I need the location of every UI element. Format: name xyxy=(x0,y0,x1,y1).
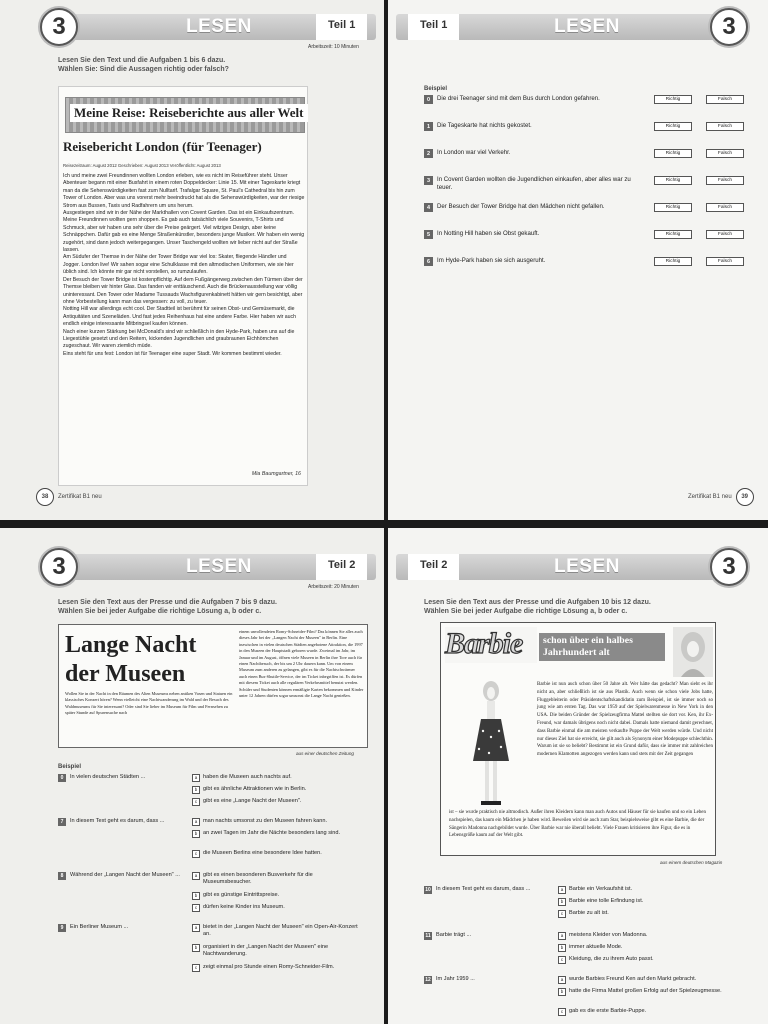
task-text: Die drei Teenager sind mit dem Bus durch London gefahren. xyxy=(437,95,600,102)
option-text: wurde Barbies Freund Ken auf den Markt gebracht. xyxy=(569,976,697,982)
option-letter: c xyxy=(192,904,200,912)
option-letter: c xyxy=(558,910,566,918)
task-row xyxy=(424,230,764,252)
option-letter: c xyxy=(558,956,566,964)
option-b[interactable] xyxy=(192,892,362,899)
option-letter: c xyxy=(558,1008,566,1016)
option-text: man nachts umsonst zu den Museen fahren kann. xyxy=(203,818,328,824)
section-title: LESEN xyxy=(186,556,252,577)
option-text: Kleidung, die zu ihrem Auto passt. xyxy=(569,956,654,962)
teil-label: Teil 2 xyxy=(316,554,367,580)
section-title: LESEN xyxy=(186,16,252,37)
question-number: 8 xyxy=(58,872,66,880)
question-number: 11 xyxy=(425,933,431,939)
page-footer xyxy=(36,488,102,506)
question-block xyxy=(58,818,368,868)
option-text: Barbie eine tolle Erfindung ist. xyxy=(569,898,644,904)
page-number: 38 xyxy=(36,488,54,506)
question-block xyxy=(58,872,368,922)
falsch-box[interactable]: Falsch xyxy=(706,149,744,158)
doll-portrait-image xyxy=(673,627,713,677)
falsch-box[interactable]: Falsch xyxy=(706,230,744,239)
option-c[interactable] xyxy=(192,798,362,805)
question-block xyxy=(424,932,754,972)
option-c[interactable] xyxy=(558,1008,728,1015)
article-headline: Lange Nacht der Museen xyxy=(65,632,197,687)
option-letter: c xyxy=(192,798,200,806)
question-block xyxy=(58,774,368,814)
option-letter: b xyxy=(192,830,200,838)
option-letter: c xyxy=(192,850,200,858)
teil-label: Teil 1 xyxy=(316,14,367,40)
section-band xyxy=(396,554,718,580)
option-b[interactable] xyxy=(192,944,362,959)
article-source: aus einem deutschen Magazin xyxy=(660,860,723,865)
chapter-number: 3 xyxy=(710,8,748,46)
option-a[interactable] xyxy=(558,886,728,893)
instruction-1: Lesen Sie den Text aus der Presse und die Aufgaben 7 bis 9 dazu. xyxy=(58,599,278,606)
option-letter: c xyxy=(192,964,200,972)
richtig-box[interactable]: Richtig xyxy=(654,203,692,212)
task-number: 0 xyxy=(424,95,433,104)
travel-article xyxy=(58,86,308,486)
richtig-box[interactable]: Richtig xyxy=(654,95,692,104)
richtig-box[interactable]: Richtig xyxy=(654,230,692,239)
task-number: 1 xyxy=(424,122,433,131)
barbie-logo: Barbie xyxy=(445,627,537,663)
footer-text: Zertifikat B1 neu xyxy=(58,494,102,500)
option-text: haben die Museen auch nachts auf. xyxy=(203,774,292,780)
question-number: 0 xyxy=(58,774,66,782)
section-title: LESEN xyxy=(554,556,620,577)
article-meta: Reisezeitraum: August 2012 Geschrieben: August 2013 Veröffentlicht: August 2013 xyxy=(63,163,221,168)
task-text: Die Tageskarte hat nichts gekostet. xyxy=(437,122,532,129)
article-body: Ich und meine zwei Freundinnen wollten London erleben, wie es nicht im Reiseführer steht. Unser Abenteuer begann mit einer Busfahrt in einem roten Doppeldecker: Linie 15. Mit einer Tageskarte kriegt man da die Sehenswürdigkeiten fast zum Nulltarif. Trafalgar Square, St. Paul's Cathedral bis hin zum Tower of London. Aber was uns vorerst mehr beeindruckt hat als die Sehenswürdigkeiten, war der riesige Strom aus Bussen, Taxis und Radfahrern um uns herum. Ausgestiegen sind wir in der Nähe der Markthallen von Covent Garden. Das ist ein Einkaufszentrum. Meine Freundinnen wollten gern shoppen. Es gab auch tatsächlich viele Souvenirs, T-Shirts und Schmuck, aber wir haben uns sehr über die Preise geärgert. Viel witziges Design, aber keine Schnäppchen. Dafür gab es eine Menge Straßenkünstler, besonders junge Musiker. Wir haben ein wenig zugehört, sind dann jedoch weitergegangen. Unser Taschengeld wollten wir lieber nicht auf der Straße lassen. Am Südufer der Themse in der Nähe der Tower Bridge war viel los: Skater, fliegende Händler und Jogger. London live! Wir sahen sogar eine Schulklasse mit den altmodischen Uniformen, wie sie hier üblich sind. Ich könnte mir gar nicht vorstellen, so rumzulaufen. Der Besuch der Tower Bridge ist kostenpflichtig. Auf dem Fußgängerweg zwischen den Türmen über der Themse bleiben wir hinter Glas. Das fanden wir enttäuschend. Auch die Brückenausstellung war völlig uninteressant. Den Tower oder Madame Tussauds Wachsfigurenkabinett hätten wir gern besichtigt, aber ohne Vorbestellung kann man das vergessen: zu voll, zu teuer. Notting Hill war allerdings echt cool. Der Stadtteil ist berühmt für seinen Obst- und Gemüsemarkt, die Antiquitäten und Szeneläden. Und fast jedes Reihenhaus hat eine andere Farbe. Hier haben wir auch endlich einige interessante Mitbringsel kaufen können. Nach einer kurzen Stärkung bei McDonald's sind wir schließlich in den Hyde-Park, haben uns auf die Liegestühle gesetzt und den Reitern, kickenden Jugendlichen und graubraunen Eichhörnchen zugeschaut. Wir waren ziemlich müde. Eins steht für uns fest: London ist für Teenager eine super Stadt. Wir kommen bestimmt wieder. xyxy=(63,173,305,357)
option-letter: b xyxy=(558,988,566,996)
option-text: Barbie zu alt ist. xyxy=(569,910,609,916)
banner-title: Meine Reise: Reiseberichte aus aller Welt xyxy=(70,104,308,122)
instruction-2: Wählen Sie bei jeder Aufgabe die richtige Lösung a, b oder c. xyxy=(424,608,628,615)
task-row xyxy=(424,95,764,117)
option-text: Barbie ein Verkaufshit ist. xyxy=(569,886,633,892)
task-row xyxy=(424,176,764,198)
chapter-number: 3 xyxy=(40,548,78,586)
article-banner xyxy=(65,97,305,133)
option-text: gibt es eine „Lange Nacht der Museen". xyxy=(203,798,302,804)
question-block xyxy=(424,976,754,1022)
option-a[interactable] xyxy=(192,924,362,939)
falsch-box[interactable]: Falsch xyxy=(706,203,744,212)
section-band xyxy=(46,554,376,580)
option-letter: a xyxy=(192,872,200,880)
option-letter: a xyxy=(558,932,566,940)
page-teil2-right xyxy=(388,528,768,1024)
teil-label: Teil 2 xyxy=(408,554,459,580)
instruction-1: Lesen Sie den Text aus der Presse und die Aufgaben 10 bis 12 dazu. xyxy=(424,599,651,606)
section-band xyxy=(46,14,376,40)
task-text: In Notting Hill haben sie Obst gekauft. xyxy=(437,230,540,237)
task-number: 4 xyxy=(424,203,433,212)
option-c[interactable] xyxy=(192,964,362,971)
task-text: In Covent Garden wollten die Jugendlichen einkaufen, aber alles war zu teuer. xyxy=(437,176,631,191)
chapter-number: 3 xyxy=(710,548,748,586)
option-c[interactable] xyxy=(192,850,362,857)
page-38 xyxy=(0,0,384,520)
option-text: zeigt einmal pro Stunde einen Romy-Schneider-Film. xyxy=(203,964,335,970)
option-text: bietet in der „Langen Nacht der Museen" ein Open-Air-Konzert an. xyxy=(203,924,358,938)
task-number: 5 xyxy=(424,230,433,239)
option-letter: a xyxy=(558,976,566,984)
question-number: 12 xyxy=(425,977,431,983)
option-letter: a xyxy=(192,818,200,826)
article-title: Reisebericht London (für Teenager) xyxy=(63,139,262,154)
example-label: Beispiel xyxy=(424,86,448,92)
option-letter: a xyxy=(192,774,200,782)
instruction-1: Lesen Sie den Text und die Aufgaben 1 bis 6 dazu. xyxy=(58,57,226,64)
instruction-2: Wählen Sie bei jeder Aufgabe die richtige Lösung a, b oder c. xyxy=(58,608,262,615)
option-text: gibt es günstige Eintrittspreise. xyxy=(203,892,280,898)
richtig-box[interactable]: Richtig xyxy=(654,122,692,131)
press-article xyxy=(58,624,368,748)
chapter-number: 3 xyxy=(40,8,78,46)
question-text: In vielen deutschen Städten ... xyxy=(70,774,146,780)
option-text: gab es die erste Barbie-Puppe. xyxy=(569,1008,647,1014)
article-body-continued: ist – sie wurde praktisch nie altmodisch. Außer ihren Kleidern kann man auch Autos und Häuser für sie kaufen und so ein Leben nachspielen, das kaum ein Mädchen je haben wird. Beweilen wird sie auch zum Star, beispielsweise gibt es eine Barbie, die der Sängerin Madonna nachgebildet wurde. Über Barbie war nie überall beliebt. Viele Frauen kritisieren ihre Figur, die es in Lebensgröße kaum auf der Welt gibt. xyxy=(449,810,707,839)
option-c[interactable] xyxy=(192,904,362,911)
option-a[interactable] xyxy=(558,976,728,983)
task-text: In London war viel Verkehr. xyxy=(437,149,511,156)
task-row xyxy=(424,257,764,279)
question-number: 10 xyxy=(425,887,431,893)
question-number: 7 xyxy=(58,818,66,826)
option-b[interactable] xyxy=(192,830,362,837)
footer-text: Zertifikat B1 neu xyxy=(688,494,732,500)
option-letter: a xyxy=(192,924,200,932)
doll-figure-image xyxy=(463,679,519,809)
option-b[interactable] xyxy=(558,988,728,995)
instruction-2: Wählen Sie: Sind die Aussagen richtig oder falsch? xyxy=(58,66,229,73)
falsch-box[interactable]: Falsch xyxy=(706,257,744,266)
richtig-box[interactable]: Richtig xyxy=(654,149,692,158)
task-row xyxy=(424,122,764,144)
richtig-box[interactable]: Richtig xyxy=(654,257,692,266)
magazine-article xyxy=(440,622,716,856)
page-39 xyxy=(388,0,768,520)
option-a[interactable] xyxy=(192,872,362,887)
article-left-column: Wollen Sie in der Nacht in den Räumen des Alten Museums neben antiken Vasen und Statuen ein klassisches Konzert hören? Wenn vielleicht eine Nachtwanderung im Wald und der Besuch des Waldmuseums für Sie interessant? Oder sind Sie lieber im Museum für Film und Fernsehen zu später Stunde auf Spurensuche nach xyxy=(65,691,233,716)
example-label: Beispiel xyxy=(58,764,82,770)
question-number: 9 xyxy=(58,924,66,932)
option-letter: b xyxy=(192,944,200,952)
option-a[interactable] xyxy=(192,818,362,825)
page-number: 39 xyxy=(736,488,754,506)
task-number: 2 xyxy=(424,149,433,158)
option-a[interactable] xyxy=(558,932,728,939)
option-letter: b xyxy=(558,944,566,952)
option-c[interactable] xyxy=(558,956,728,963)
question-text: In diesem Text geht es darum, dass ... xyxy=(70,818,165,824)
option-text: dürfen keine Kinder ins Museum. xyxy=(203,904,285,910)
option-b[interactable] xyxy=(558,898,728,905)
question-text: Im Jahr 1959 ... xyxy=(436,976,475,982)
option-c[interactable] xyxy=(558,910,728,917)
option-text: gibt es ähnliche Attraktionen wie in Berlin. xyxy=(203,786,307,792)
question-text: Ein Berliner Museum ... xyxy=(70,924,129,930)
question-block xyxy=(58,924,368,984)
option-b[interactable] xyxy=(192,786,362,793)
task-number: 6 xyxy=(424,257,433,266)
question-text: Barbie trägt ... xyxy=(436,932,472,938)
article-headline: schon über ein halbes Jahrhundert alt xyxy=(539,633,665,661)
falsch-box[interactable]: Falsch xyxy=(706,122,744,131)
option-letter: b xyxy=(558,898,566,906)
option-letter: b xyxy=(192,786,200,794)
option-a[interactable] xyxy=(192,774,362,781)
question-text: In diesem Text geht es darum, dass ... xyxy=(436,886,531,892)
option-text: die Museen Berlins eine besondere Idee hatten. xyxy=(203,850,322,856)
article-source: aus einer deutschen Zeitung xyxy=(296,751,354,756)
option-text: immer aktuelle Mode. xyxy=(569,944,623,950)
option-text: organisiert in der „Langen Nacht der Museen" eine Nachtwanderung. xyxy=(203,944,329,958)
option-letter: a xyxy=(558,886,566,894)
page-teil2-left xyxy=(0,528,384,1024)
option-text: meistens Kleider von Madonna. xyxy=(569,932,648,938)
page-footer xyxy=(688,488,754,506)
option-text: hatte die Firma Mattel großen Erfolg auf der Spielzeugmesse. xyxy=(569,988,722,994)
article-right-column: einem unvollendeten Romy-Schneider-Film? Das können Sie alles auch dieses Jahr bei der „Langen Nacht der Museen" in Berlin. Eine inzwischen in vielen deutschen Städten angebotene Attraktion, die 1997 in den Museen der Hauptstadt geboren wurde. Zweimal im Jahr, im Januar und im August, öffnen viele Museen in Berlin ihre Tore auch für einen Nachtbesuch, der bis um 2 Uhr dauern kann. Um von einem Museum zum anderen zu gelangen, gibt es für die Nachtschwärmer auch einen Bus-Shuttle-Service, der im Ticket inbegriffen ist. Es dürfen mit diesem Ticket auch alle regulären Verkehrsmittel benutzt werden. Schüler und Studenten können ermäßigte Karten bekommen und Kinder unter 12 Jahren dürfen sogar umsonst die Lange Nacht genießen. xyxy=(239,629,364,699)
work-time: Arbeitszeit: 20 Minuten xyxy=(308,584,359,590)
task-text: Der Besuch der Tower Bridge hat den Mädchen nicht gefallen. xyxy=(437,203,605,210)
work-time: Arbeitszeit: 10 Minuten xyxy=(308,44,359,50)
task-number: 3 xyxy=(424,176,433,185)
task-text: Im Hyde-Park haben sie sich ausgeruht. xyxy=(437,257,546,264)
section-band xyxy=(396,14,718,40)
task-row xyxy=(424,149,764,171)
article-signature: Mia Baumgartner, 16 xyxy=(251,471,301,477)
question-text: Während der „Langen Nacht der Museen" ... xyxy=(70,872,180,878)
option-text: gibt es einen besonderen Busverkehr für die Museumsbesucher. xyxy=(203,872,313,886)
option-text: an zwei Tagen im Jahr die Nächte besonders lang sind. xyxy=(203,830,341,836)
section-title: LESEN xyxy=(554,16,620,37)
task-row xyxy=(424,203,764,225)
falsch-box[interactable]: Falsch xyxy=(706,95,744,104)
falsch-box[interactable]: Falsch xyxy=(706,176,744,185)
richtig-box[interactable]: Richtig xyxy=(654,176,692,185)
teil-label: Teil 1 xyxy=(408,14,459,40)
question-block xyxy=(424,886,754,926)
article-body: Barbie ist nun auch schon über 50 Jahre alt. Wer hätte das gedacht? Man sieht es ihr nicht an, aber schließlich ist sie aus Plastik. Auch wenn sie schon viele Jobs hatte, Fluggebleiterin oder Präsidentschaftskandidatin zum Beispiel, ist sie immer noch so jung wie am ersten Tag. Das war 1959 auf der Spielwarenmesse in New York in den USA. Die beiden Gründer der Spielzeugfirma Mattel stellten sie dort vor. Ken, ihr Ex-Freund, war damals übrigens noch nicht dabei. Damals hatte niemand damit gerechnet, dass Barbie einmal die am meisten verkaufte Puppe der Welt werden würde. Und nicht nur dieses Ziel hat sie erreicht, sie gilt auch als Synonym einer Modepuppe schlechthin. Warum ist sie so beliebt? Bestimmt ist ein Grund dafür, dass sie immer mit zahlreichen modernen Klamotten angezogen werden kann und stets mit der Zeit gegangen xyxy=(537,682,713,758)
option-b[interactable] xyxy=(558,944,728,951)
option-letter: b xyxy=(192,892,200,900)
